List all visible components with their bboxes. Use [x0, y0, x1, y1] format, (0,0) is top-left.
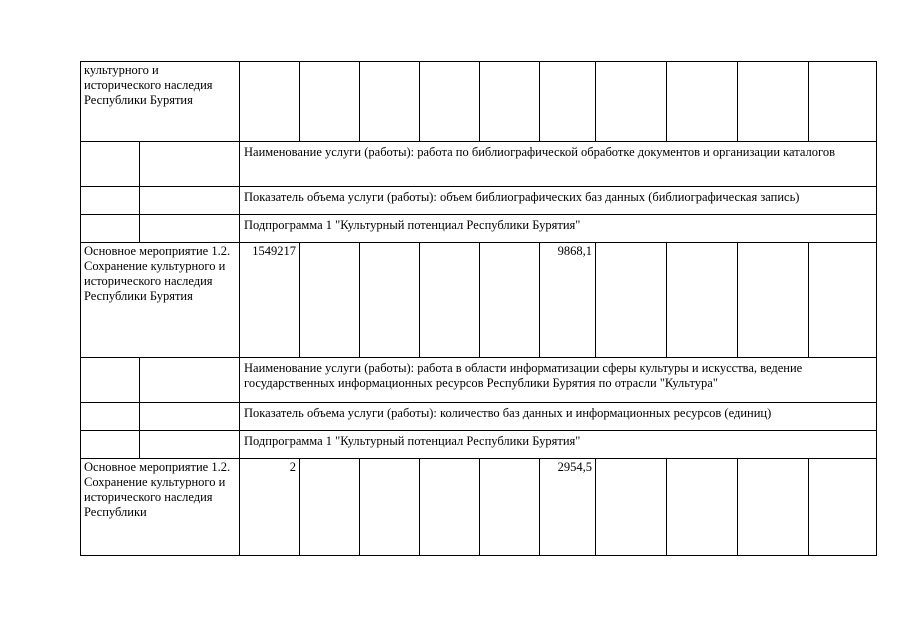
service-name-cell: Наименование услуги (работы): работа в области информатизации сферы культуры и искусства, ведение государственных информационных ресурсов Республики Бурятия по отрасли "Культура": [240, 358, 877, 403]
value-cell: [596, 243, 667, 358]
value-cell: [420, 62, 480, 142]
empty-cell: [140, 431, 240, 459]
value-cell: [809, 459, 877, 556]
value-cell: [360, 243, 420, 358]
empty-cell: [81, 215, 140, 243]
value-cell: [300, 243, 360, 358]
value-cell: [300, 62, 360, 142]
service-name-cell: Наименование услуги (работы): работа по библиографической обработке документов и организации каталогов: [240, 142, 877, 187]
value-cell: [360, 459, 420, 556]
value-cell: [667, 459, 738, 556]
empty-cell: [140, 358, 240, 403]
value-cell: 2: [240, 459, 300, 556]
empty-cell: [81, 431, 140, 459]
value-cell: [240, 62, 300, 142]
value-cell: 1549217: [240, 243, 300, 358]
value-cell: [809, 62, 877, 142]
value-cell: [596, 459, 667, 556]
table-row: [81, 187, 877, 215]
activity-name-cell: культурного и исторического наследия Республики Бурятия: [81, 62, 240, 142]
empty-cell: [81, 403, 140, 431]
empty-cell: [140, 142, 240, 187]
value-cell: [480, 243, 540, 358]
table-row: [81, 358, 877, 403]
table-row: [81, 215, 877, 243]
empty-cell: [140, 403, 240, 431]
value-cell: [420, 243, 480, 358]
value-cell: 2954,5: [540, 459, 596, 556]
value-cell: [480, 459, 540, 556]
empty-cell: [81, 187, 140, 215]
value-cell: [667, 62, 738, 142]
value-cell: [360, 62, 420, 142]
value-cell: [738, 459, 809, 556]
value-cell: 9868,1: [540, 243, 596, 358]
value-cell: [596, 62, 667, 142]
value-cell: [300, 459, 360, 556]
table-row: [81, 459, 877, 556]
table-row: [81, 403, 877, 431]
value-cell: [738, 243, 809, 358]
value-cell: [809, 243, 877, 358]
value-cell: [540, 62, 596, 142]
activity-name-cell: Основное мероприятие 1.2. Сохранение культурного и исторического наследия Республики Бурятия: [81, 243, 240, 358]
table-row: [81, 62, 877, 142]
activity-name-cell: Основное мероприятие 1.2. Сохранение культурного и исторического наследия Республики: [81, 459, 240, 556]
empty-cell: [81, 142, 140, 187]
program-table: [80, 61, 877, 556]
table-row: [81, 431, 877, 459]
empty-cell: [140, 187, 240, 215]
volume-indicator-cell: Показатель объема услуги (работы): количество баз данных и информационных ресурсов (единиц): [240, 403, 877, 431]
table-row: [81, 243, 877, 358]
table-row: [81, 142, 877, 187]
empty-cell: [140, 215, 240, 243]
value-cell: [738, 62, 809, 142]
volume-indicator-cell: Показатель объема услуги (работы): объем библиографических баз данных (библиографическая запись): [240, 187, 877, 215]
value-cell: [480, 62, 540, 142]
subprogram-cell: Подпрограмма 1 "Культурный потенциал Республики Бурятия": [240, 215, 877, 243]
empty-cell: [81, 358, 140, 403]
value-cell: [667, 243, 738, 358]
subprogram-cell: Подпрограмма 1 "Культурный потенциал Республики Бурятия": [240, 431, 877, 459]
value-cell: [420, 459, 480, 556]
